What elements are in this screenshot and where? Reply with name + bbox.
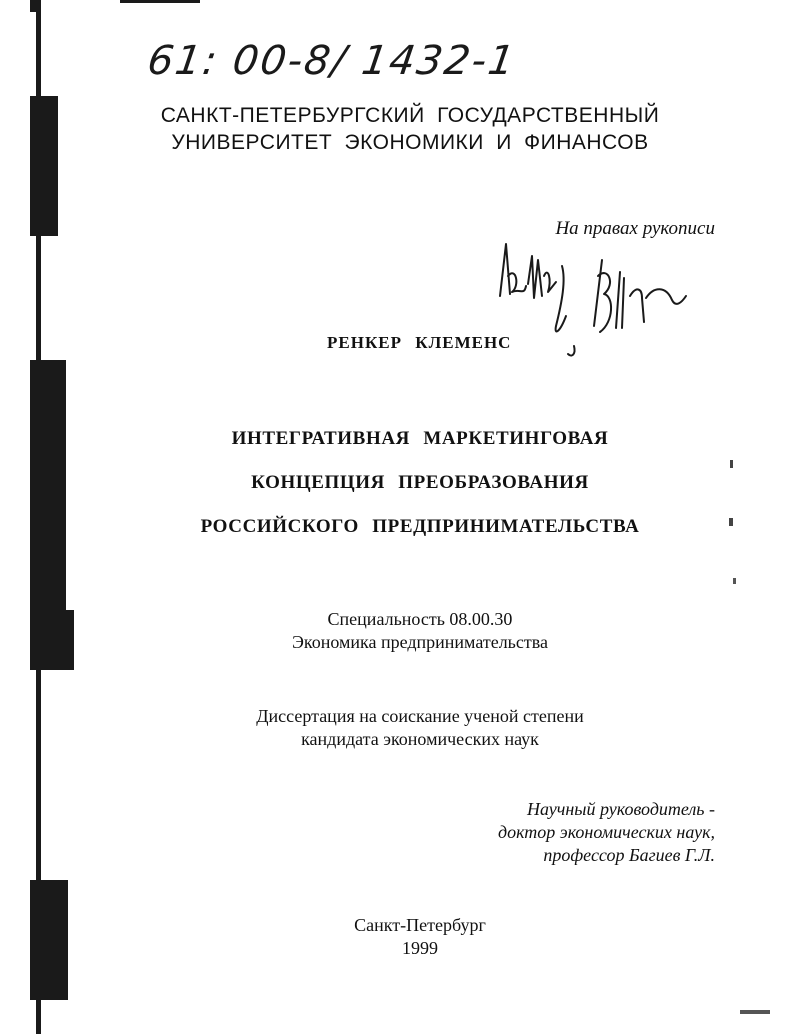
author-name: РЕНКЕР КЛЕМЕНС — [327, 333, 512, 352]
title-line-3: РОССИЙСКОГО ПРЕДПРИНИМАТЕЛЬСТВА — [200, 516, 640, 537]
advisor-role: Научный руководитель - — [527, 799, 715, 819]
specialty-name: Экономика предпринимательства — [291, 632, 548, 652]
advisor-degree: доктор экономических наук, — [497, 822, 715, 842]
scientific-advisor — [420, 798, 715, 867]
author-signature — [486, 236, 706, 366]
university-line-2: УНИВЕРСИТЕТ ЭКОНОМИКИ И ФИНАНСОВ — [171, 131, 649, 154]
year: 1999 — [402, 938, 438, 958]
degree-line-2: кандидата экономических наук — [301, 729, 539, 749]
place-and-year — [140, 914, 700, 960]
manuscript-note: На правах рукописи — [555, 218, 715, 239]
specialty-block — [140, 608, 700, 654]
degree-line-1: Диссертация на соискание ученой степени — [256, 706, 584, 726]
handwritten-catalog-number: 61: 00-8/ 1432-1 — [144, 38, 519, 84]
advisor-name: профессор Багиев Г.Л. — [543, 845, 715, 865]
university-name — [150, 102, 670, 156]
university-line-1: САНКТ-ПЕТЕРБУРГСКИЙ ГОСУДАРСТВЕННЫЙ — [160, 104, 660, 127]
degree-block — [140, 705, 700, 751]
place: Санкт-Петербург — [354, 915, 486, 935]
title-line-2: КОНЦЕПЦИЯ ПРЕОБРАЗОВАНИЯ — [251, 472, 589, 493]
specialty-code: Специальность 08.00.30 — [327, 609, 513, 629]
title-line-1: ИНТЕГРАТИВНАЯ МАРКЕТИНГОВАЯ — [231, 428, 609, 449]
